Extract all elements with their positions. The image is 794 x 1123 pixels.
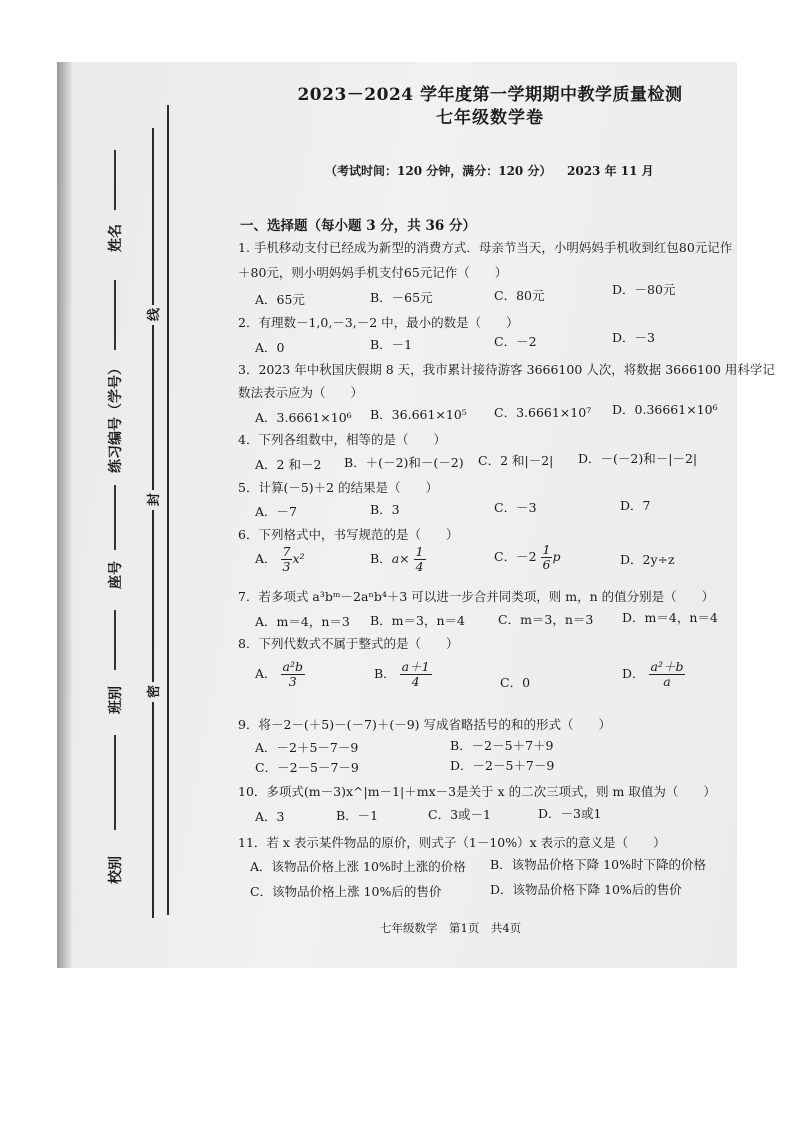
class-label: 班别 bbox=[108, 686, 124, 714]
binding-line-outer bbox=[167, 105, 169, 915]
q1-option-b[interactable]: B．－65元 bbox=[370, 290, 433, 305]
q7-option-b[interactable]: B．m＝3，n＝4 bbox=[370, 613, 465, 628]
q8-option-b[interactable]: B． $\frac{a+1}{4}$ bbox=[374, 659, 430, 689]
student-id-label: 练习编号（学号） bbox=[108, 361, 124, 473]
q7-option-c[interactable]: C．m＝3，n＝3 bbox=[498, 612, 594, 627]
q7-option-d[interactable]: D．m＝4，n＝4 bbox=[622, 610, 718, 625]
q5-option-c[interactable]: C．－3 bbox=[494, 500, 537, 515]
q10-option-a[interactable]: A．3 bbox=[255, 809, 285, 824]
binding-char-line: 线 bbox=[146, 305, 160, 325]
q4-option-b[interactable]: B．＋(－2)和－(－2) bbox=[344, 455, 464, 470]
q10-stem: 10．多项式(m－3)x^|m－1|＋mx－3是关于 x 的二次三项式，则 m 取值为（ ） bbox=[238, 784, 716, 799]
student-id-underline bbox=[114, 280, 116, 350]
school-label: 校别 bbox=[108, 856, 124, 884]
q11-option-a[interactable]: A．该物品价格上涨 10%时上涨的价格 bbox=[250, 859, 466, 874]
q1-option-c[interactable]: C．80元 bbox=[494, 288, 545, 303]
q11-option-d[interactable]: D．该物品价格下降 10%后的售价 bbox=[490, 882, 682, 897]
name-label: 姓名 bbox=[108, 224, 124, 252]
q8-option-c[interactable]: C．0 bbox=[500, 675, 531, 690]
exam-info: （考试时间：120 分钟，满分：120 分） bbox=[325, 164, 552, 178]
q8-option-a[interactable]: A． $\frac{\text{a²b}}{3}$ bbox=[255, 659, 303, 689]
q4-option-a[interactable]: A．2 和－2 bbox=[255, 457, 322, 472]
q3-option-d[interactable]: D．0.36661×10⁶ bbox=[612, 402, 718, 417]
q8a-fraction: $\frac{\text{a²b}}{3}$ bbox=[282, 659, 303, 689]
q9-stem: 9．将－2－(＋5)－(－7)＋(－9) 写成省略括号的和的形式（ ） bbox=[238, 717, 611, 732]
seat-label: 座号 bbox=[108, 561, 124, 589]
q8-option-d[interactable]: D． $\frac{\text{a²＋b}}{a}$ bbox=[622, 659, 684, 689]
q2-option-a[interactable]: A．0 bbox=[255, 340, 285, 355]
q8-stem: 8．下列代数式不属于整式的是（ ） bbox=[238, 636, 459, 651]
q2-option-c[interactable]: C．－2 bbox=[494, 334, 537, 349]
q6-option-d[interactable]: D．2y÷z bbox=[620, 552, 675, 567]
q6-option-a[interactable]: A． $\frac{7}{3}$ x² bbox=[255, 544, 305, 574]
q3-stem-2: 数法表示应为（ ） bbox=[238, 385, 364, 400]
q5-option-a[interactable]: A．－7 bbox=[255, 504, 297, 519]
q6-option-b[interactable]: B．a× $\frac{1}{4}$ bbox=[370, 544, 424, 574]
q3-stem-1: 3．2023 年中秋国庆假期 8 天，我市累计接待游客 3666100 人次，将数据 3666100 用科学记 bbox=[238, 362, 775, 377]
exam-title: 2023－2024 学年度第一学期期中教学质量检测 bbox=[297, 85, 683, 105]
q11-stem: 11．若 x 表示某件物品的原价，则式子（1－10%）x 表示的意义是（ ） bbox=[238, 835, 666, 850]
q4-option-d[interactable]: D．－(－2)和－|－2| bbox=[578, 451, 698, 466]
binding-line-inner bbox=[152, 128, 154, 918]
q1-stem-1: 1. 手机移动支付已经成为新型的消费方式．母亲节当天，小明妈妈手机收到红包80元记作 bbox=[238, 240, 733, 255]
q9-option-d[interactable]: D．－2－5＋7－9 bbox=[450, 758, 555, 773]
q4-option-c[interactable]: C．2 和|－2| bbox=[478, 453, 554, 468]
q7-option-a[interactable]: A．m＝4，n＝3 bbox=[255, 614, 350, 629]
q6b-fraction: $\frac{1}{4}$ bbox=[415, 544, 424, 574]
q5-option-b[interactable]: B．3 bbox=[370, 502, 400, 517]
q6a-fraction: $\frac{7}{3}$ bbox=[282, 544, 291, 574]
page-shadow bbox=[57, 62, 73, 968]
q8d-fraction: $\frac{\text{a²＋b}}{a}$ bbox=[650, 659, 684, 689]
q9-option-a[interactable]: A．－2＋5－7－9 bbox=[255, 740, 359, 755]
q2-option-b[interactable]: B．－1 bbox=[370, 337, 413, 352]
q5-option-d[interactable]: D．7 bbox=[620, 498, 651, 513]
q6c-fraction: $\frac{1}{6}$ bbox=[542, 542, 551, 572]
binding-char-seal: 封 bbox=[146, 490, 160, 510]
q6-option-c[interactable]: C．－2 $\frac{1}{6}$ p bbox=[494, 542, 561, 572]
q10-option-d[interactable]: D．－3或1 bbox=[538, 806, 602, 821]
q1-option-d[interactable]: D．－80元 bbox=[612, 282, 676, 297]
exam-subtitle: 七年级数学卷 bbox=[436, 108, 544, 128]
q4-stem: 4．下列各组数中，相等的是（ ） bbox=[238, 432, 446, 447]
q5-stem: 5．计算(－5)＋2 的结果是（ ） bbox=[238, 480, 439, 495]
q1-stem-2: ＋80元，则小明妈妈手机支付65元记作（ ） bbox=[238, 265, 508, 280]
q3-option-c[interactable]: C．3.6661×10⁷ bbox=[494, 405, 592, 420]
page-footer: 七年级数学 第1页 共4页 bbox=[380, 921, 522, 935]
q11-option-b[interactable]: B．该物品价格下降 10%时下降的价格 bbox=[490, 857, 706, 872]
q2-stem: 2．有理数－1,0,－3,－2 中，最小的数是（ ） bbox=[238, 315, 519, 330]
q1-option-a[interactable]: A．65元 bbox=[255, 292, 305, 307]
q10-option-c[interactable]: C．3或－1 bbox=[428, 807, 491, 822]
q6-stem: 6．下列格式中，书写规范的是（ ） bbox=[238, 527, 459, 542]
q9-option-b[interactable]: B．－2－5＋7＋9 bbox=[450, 738, 554, 753]
q2-option-d[interactable]: D．－3 bbox=[612, 330, 655, 345]
q10-option-b[interactable]: B．－1 bbox=[336, 808, 379, 823]
q8b-fraction: $\frac{a+1}{4}$ bbox=[401, 659, 430, 689]
q3-option-b[interactable]: B．36.661×10⁵ bbox=[370, 407, 467, 422]
binding-char-secret: 密 bbox=[146, 682, 160, 702]
q11-option-c[interactable]: C．该物品价格上涨 10%后的售价 bbox=[250, 884, 442, 899]
q3-option-a[interactable]: A．3.6661×10⁶ bbox=[255, 410, 352, 425]
section-title: 一、选择题（每小题 3 分，共 36 分） bbox=[240, 218, 476, 234]
q7-stem: 7．若多项式 a³bᵐ－2aⁿb⁴＋3 可以进一步合并同类项，则 m，n 的值分别是（ ） bbox=[238, 589, 715, 604]
q9-option-c[interactable]: C．－2－5－7－9 bbox=[255, 760, 359, 775]
exam-date: 2023 年 11 月 bbox=[567, 164, 654, 178]
